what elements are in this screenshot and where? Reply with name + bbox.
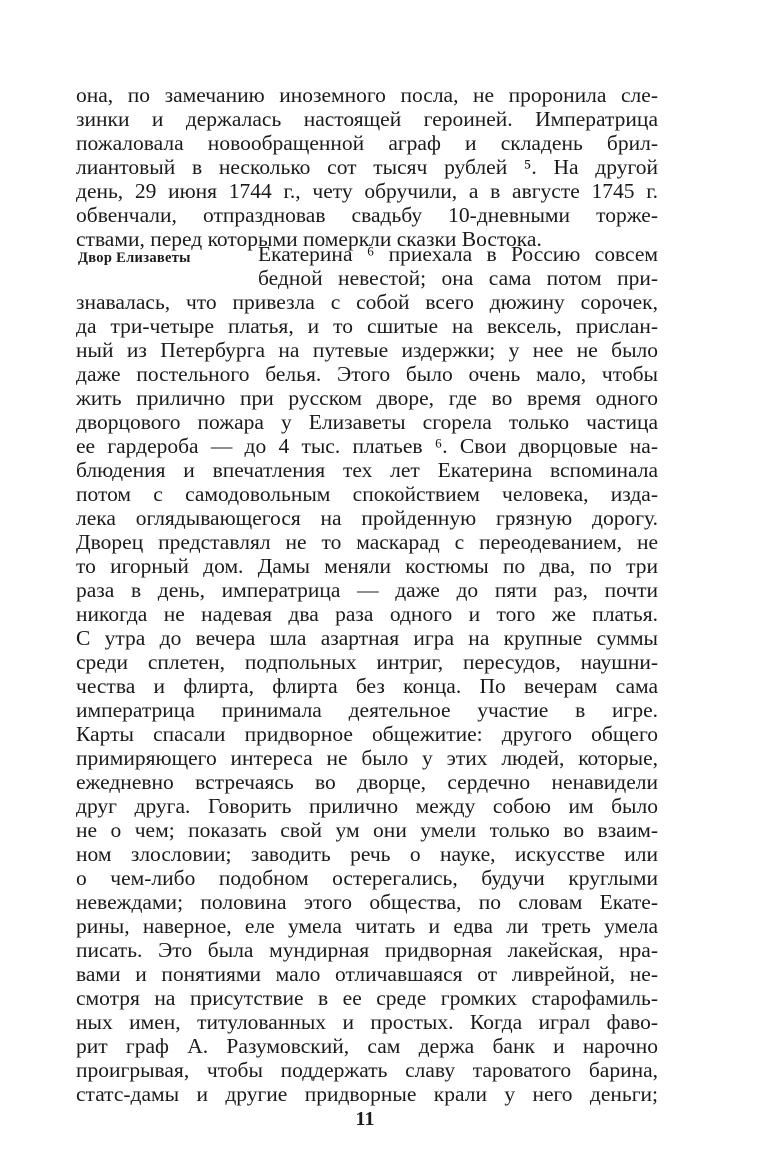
text-line: жить прилично при русском дворе, где во время одного [76, 386, 658, 410]
text-line: смотря на присутствие в ее среде громких старофамиль- [76, 986, 658, 1010]
text-line: зинки и держалась настоящей героиней. Императрица [76, 107, 658, 131]
text-line: потом с самодовольным спокойствием человека, изда- [76, 482, 658, 506]
text-line: пожаловала новообращенной аграф и складень брил- [76, 131, 658, 155]
text-line: ствами, перед которыми померкли сказки Востока. [76, 227, 542, 251]
text-line: среди сплетен, подпольных интриг, пересудов, наушни- [76, 650, 658, 674]
text-line: невеждами; половина этого общества, по словам Екате- [76, 890, 658, 914]
text-line: проигрывая, чтобы поддержать славу тароватого барина, [76, 1058, 658, 1082]
text-line: то игорный дом. Дамы меняли костюмы по два, по три [76, 554, 658, 578]
text-line: рит граф А. Разумовский, сам держа банк и нарочно [76, 1034, 658, 1058]
text-line: лиантовый в несколько сот тысяч рублей ⁵. На другой [76, 155, 658, 179]
text-line: лека оглядывающегося на пройденную грязную дорогу. [76, 506, 658, 530]
text-line: писать. Это была мундирная придворная лакейская, нра- [76, 938, 658, 962]
text-line: императрица принимала деятельное участие в игре. [76, 698, 658, 722]
text-line: ежедневно встречаясь во дворце, сердечно ненавидели [76, 770, 658, 794]
text-line: ных имен, титулованных и простых. Когда играл фаво- [76, 1010, 658, 1034]
text-line: примиряющего интереса не было у этих людей, которые, [76, 746, 658, 770]
text-line: раза в день, императрица — даже до пяти раз, почти [76, 578, 658, 602]
text-line: Карты спасали придворное общежитие: другого общего [76, 722, 658, 746]
text-line: никогда не надевая два раза одного и того же платья. [76, 602, 658, 626]
text-line: о чем-либо подобном остерегались, будучи круглыми [76, 866, 658, 890]
text-line: бедной невестой; она сама потом при- [258, 266, 658, 290]
text-line: да три-четыре платья, и то сшитые на вексель, прислан- [76, 314, 658, 338]
text-line: дворцового пожара у Елизаветы сгорела только частица [76, 410, 658, 434]
text-line: знавалась, что привезла с собой всего дюжину сорочек, [76, 290, 658, 314]
text-line: рины, наверное, еле умела читать и едва ли треть умела [76, 914, 658, 938]
page-number: 11 [355, 1108, 375, 1130]
text-line: друг друга. Говорить прилично между собою им было [76, 794, 658, 818]
text-line: ном злословии; заводить речь о науке, искусстве или [76, 842, 658, 866]
text-line: блюдения и впечатления тех лет Екатерина вспоминала [76, 458, 658, 482]
text-line: С утра до вечера шла азартная игра на крупные суммы [76, 626, 658, 650]
text-line: ный из Петербурга на путевые издержки; у нее не было [76, 338, 658, 362]
text-line: Екатерина ⁶ приехала в Россию совсем [258, 242, 658, 266]
text-line: чества и флирта, флирта без конца. По вечерам сама [76, 674, 658, 698]
text-line: вами и понятиями мало отличавшаяся от ливрейной, не- [76, 962, 658, 986]
margin-note: Двор Елизаветы [78, 250, 191, 266]
text-line: не о чем; показать свой ум они умели только во взаим- [76, 818, 658, 842]
text-line: Дворец представлял не то маскарад с переодеванием, не [76, 530, 658, 554]
text-line: ее гардероба — до 4 тыс. платьев ⁶. Свои дворцовые на- [76, 434, 658, 458]
text-line: она, по замечанию иноземного посла, не проронила сле- [76, 83, 658, 107]
text-line: статс-дамы и другие придворные крали у него деньги; [76, 1082, 658, 1106]
text-line: даже постельного белья. Этого было очень мало, чтобы [76, 362, 658, 386]
text-line: обвенчали, отпраздновав свадьбу 10-дневными торже- [76, 203, 658, 227]
text-line: день, 29 июня 1744 г., чету обручили, а в августе 1745 г. [76, 179, 658, 203]
